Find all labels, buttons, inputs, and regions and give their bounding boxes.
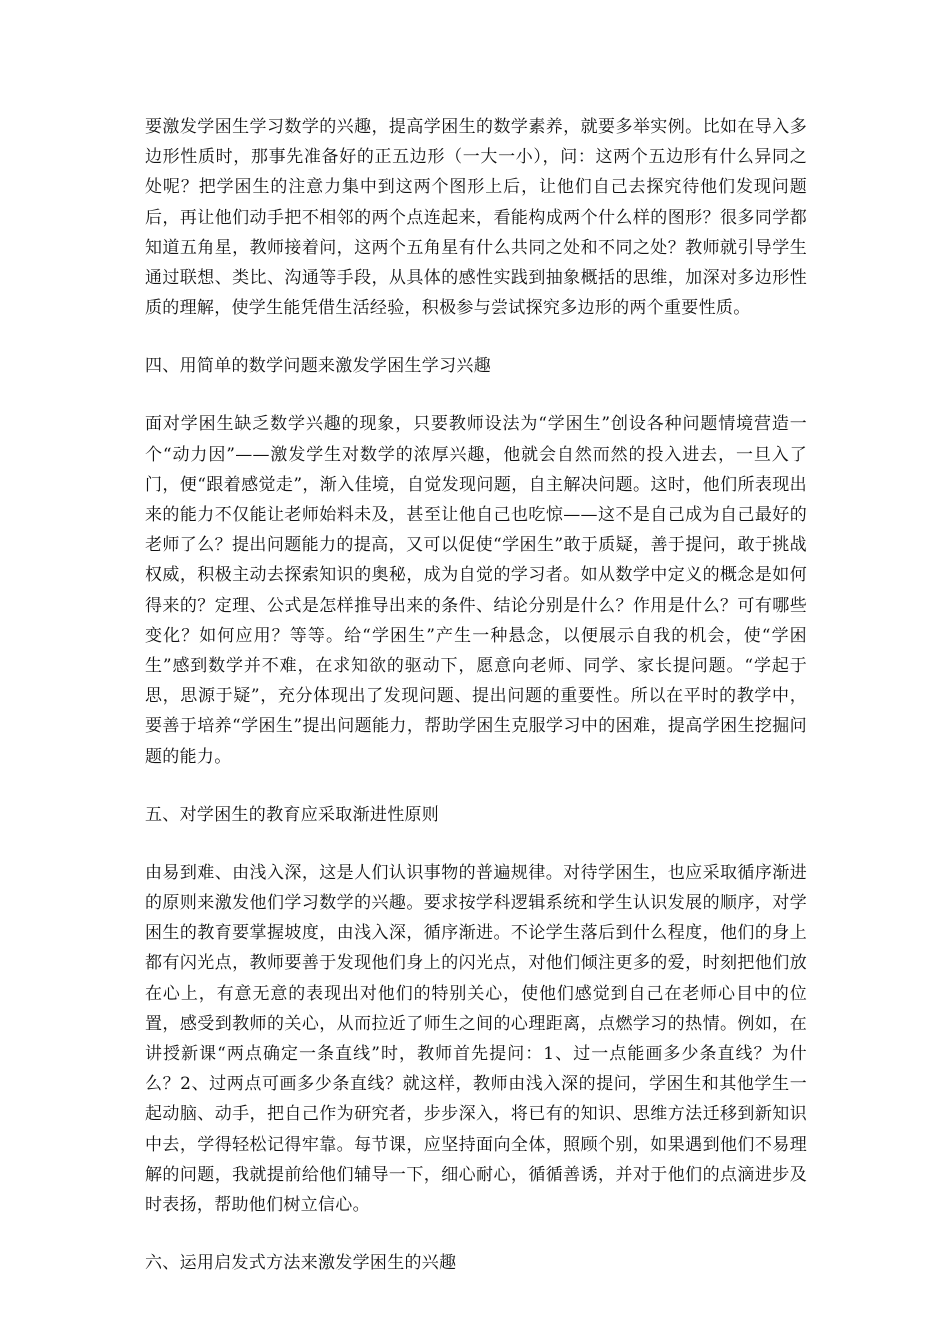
section-heading-6: 六、运用启发式方法来激发学困生的兴趣 (145, 1253, 457, 1274)
paragraph-examples: 要激发学困生学习数学的兴趣，提高学困生的数学素养，就要多举实例。比如在导入多边形性质时，那事先准备好的正五边形（一大一小），问：这两个五边形有什么异同之处呢？把学困生的注意力集中到这两个图形上后，让他们自己去探究待他们发现问题后，再让他们动手把不相邻的两个点连起来，看能构成两个什么样的图形？很多同学都知道五角星，教师接着问，这两个五角星有什么共同之处和不同之处？教师就引导学生通过联想、类比、沟通等手段，从具体的感性实践到抽象概括的思维，加深对多边形性质的理解，使学生能凭借生活经验，积极参与尝试探究多边形的两个重要性质。 (145, 117, 807, 319)
document-body (145, 112, 807, 1278)
section-heading-5: 五、对学困生的教育应采取渐进性原则 (145, 804, 440, 825)
paragraph-gradual-principle: 由易到难、由浅入深，这是人们认识事物的普遍规律。对待学困生，也应采取循序渐进的原则来激发他们学习数学的兴趣。要求按学科逻辑系统和学生认识发展的顺序，对学困生的教育要掌握坡度，由浅入深，循序渐进。不论学生落后到什么程度，他们的身上都有闪光点，教师要善于发现他们身上的闪光点，对他们倾注更多的爱，时刻把他们放在心上，有意无意的表现出对他们的特别关心，使他们感觉到自己在老师心目中的位置，感受到教师的关心，从而拉近了师生之间的心理距离，点燃学习的热情。例如，在讲授新课“两点确定一条直线”时，教师首先提问：1、过一点能画多少条直线？为什么？2、过两点可画多少条直线？就这样，教师由浅入深的提问，学困生和其他学生一起动脑、动手，把自己作为研究者，步步深入，将已有的知识、思维方法迁移到新知识中去，学得轻松记得牢靠。每节课，应坚持面向全体，照顾个别，如果遇到他们不易理解的问题，我就提前给他们辅导一下，细心耐心，循循善诱，并对于他们的点滴进步及时表扬，帮助他们树立信心。 (145, 862, 807, 1216)
section-heading-4: 四、用简单的数学问题来激发学困生学习兴趣 (145, 356, 491, 377)
paragraph-simple-problems: 面对学困生缺乏数学兴趣的现象，只要教师设法为“学困生”创设各种问题情境营造一个“动力因”——激发学生对数学的浓厚兴趣，他就会自然而然的投入进去，一旦入了门，便“跟着感觉走”，渐入佳境，自觉发现问题，自主解决问题。这时，他们所表现出来的能力不仅能让老师始料未及，甚至让他自己也吃惊——这不是自己成为自己最好的老师了么？提出问题能力的提高，又可以促使“学困生”敢于质疑，善于提问，敢于挑战权威，积极主动去探索知识的奥秘，成为自觉的学习者。如从数学中定义的概念是如何得来的？定理、公式是怎样推导出来的条件、结论分别是什么？作用是什么？可有哪些变化？如何应用？等等。给“学困生”产生一种悬念，以便展示自我的机会，使“学困生”感到数学并不难，在求知欲的驱动下，愿意向老师、同学、家长提问题。“学起于思，思源于疑”，充分体现出了发现问题、提出问题的重要性。所以在平时的教学中，要善于培养“学困生”提出问题能力，帮助学困生克服学习中的困难，提高学困生挖掘问题的能力。 (145, 414, 807, 767)
